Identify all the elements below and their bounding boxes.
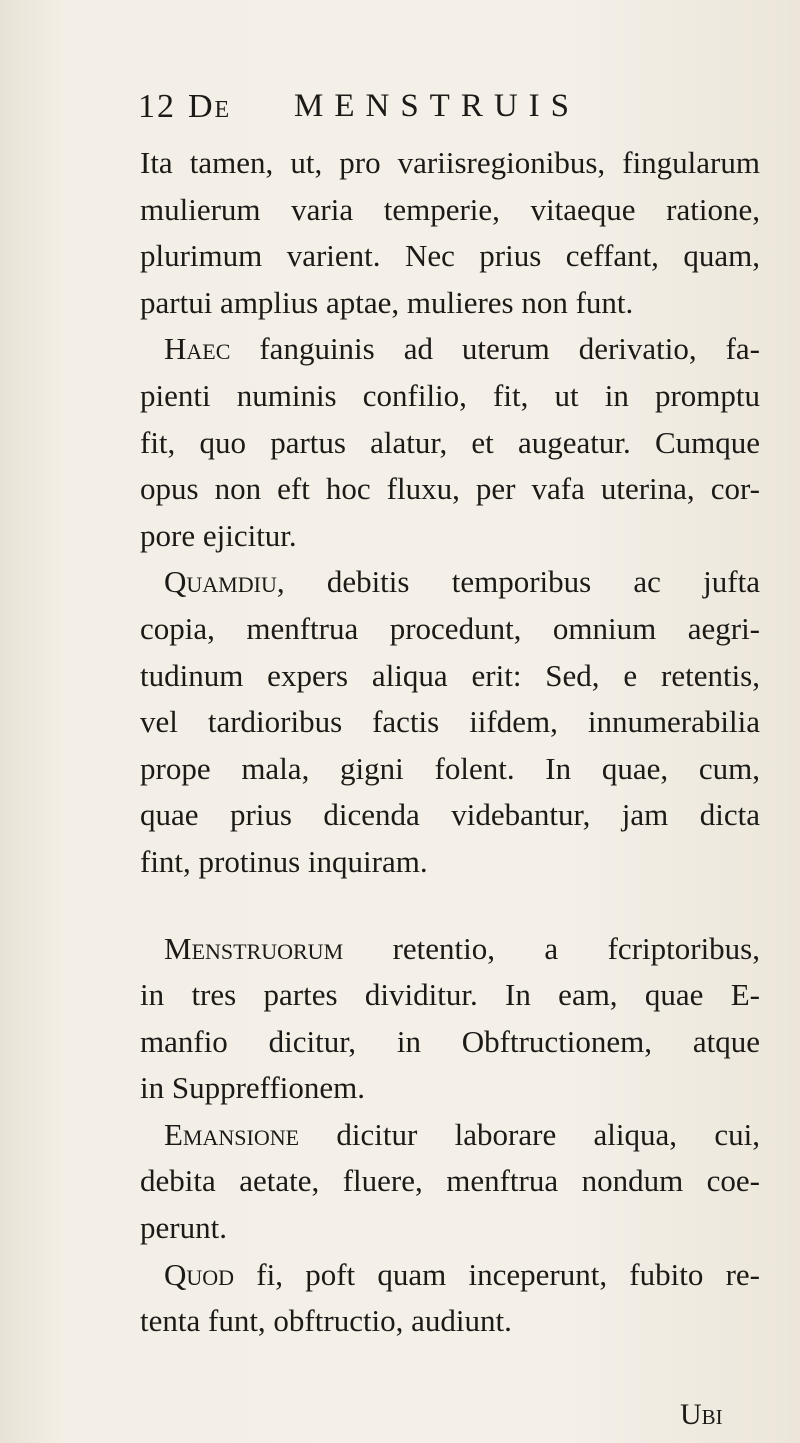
text-line: pore ejicitur.: [140, 517, 297, 553]
paragraph-lead: Menstruorum: [164, 930, 344, 966]
paragraph: [140, 1252, 760, 1345]
paragraph-lead: Haec: [164, 331, 231, 367]
text-line: in tres partes dividitur. In eam, quae E-: [140, 977, 760, 1013]
paragraph-lead: Emansione: [164, 1116, 300, 1152]
running-head-title: MENSTRUIS: [294, 88, 581, 124]
text-line: [140, 1112, 760, 1159]
paragraph: [140, 926, 760, 1112]
text-line: prope mala, gigni folent. In quae, cum,: [140, 750, 760, 786]
running-head-de: De: [188, 88, 232, 125]
text-line: [140, 326, 760, 373]
text-line: mulierum varia temperie, vitaeque ratione,: [140, 191, 760, 227]
text-line-rest: dicitur laborare aliqua, cui,: [299, 1116, 760, 1152]
page-number: 12: [138, 88, 176, 125]
text-line: debita aetate, fluere, menftrua nondum coe-: [140, 1163, 760, 1199]
page-header: [138, 88, 758, 138]
text-line-rest: retentio, a fcriptoribus,: [343, 930, 760, 966]
text-line: copia, menftrua procedunt, omnium aegri-: [140, 610, 760, 646]
text-line: fit, quo partus alatur, et augeatur. Cumque: [140, 424, 760, 460]
text-line: vel tardioribus factis iifdem, innumerabilia: [140, 704, 760, 740]
paragraph: [140, 559, 760, 885]
paragraph-lead: Quamdiu: [164, 564, 277, 600]
paragraph: [140, 1112, 760, 1252]
catchword: Ubi: [680, 1398, 723, 1431]
running-head-prefix: [188, 88, 231, 126]
text-line: [140, 1252, 760, 1299]
text-line: opus non eft hoc fluxu, per vafa uterina, cor-: [140, 471, 760, 507]
text-line: manfio dicitur, in Obftructionem, atque: [140, 1023, 760, 1059]
text-line: fint, protinus inquiram.: [140, 843, 428, 879]
main-text: [140, 140, 760, 1345]
text-line-rest: fi, poft quam inceperunt, fubito re-: [234, 1256, 760, 1292]
text-line: partui amplius aptae, mulieres non funt.: [140, 284, 634, 320]
text-line: plurimum varient. Nec prius ceffant, quam,: [140, 238, 760, 274]
section-gap: [140, 886, 760, 926]
paragraph: [140, 326, 760, 559]
text-line: [140, 926, 760, 973]
text-line: perunt.: [140, 1210, 227, 1246]
text-line: tenta funt, obftructio, audiunt.: [140, 1303, 512, 1339]
text-line-rest: fanguinis ad uterum derivatio, fa-: [230, 331, 760, 367]
text-line: tudinum expers aliqua erit: Sed, e retentis,: [140, 657, 760, 693]
text-line: [140, 559, 760, 606]
text-line: quae prius dicenda videbantur, jam dicta: [140, 797, 760, 833]
paragraph-lead: Quod: [164, 1256, 235, 1292]
paragraph: [140, 140, 760, 326]
text-line: in Suppreffionem.: [140, 1070, 366, 1106]
text-line: pienti numinis confilio, fit, ut in promptu: [140, 377, 760, 413]
text-line-rest: , debitis temporibus ac jufta: [276, 564, 760, 600]
text-line: Ita tamen, ut, pro variisregionibus, fingularum: [140, 145, 760, 180]
